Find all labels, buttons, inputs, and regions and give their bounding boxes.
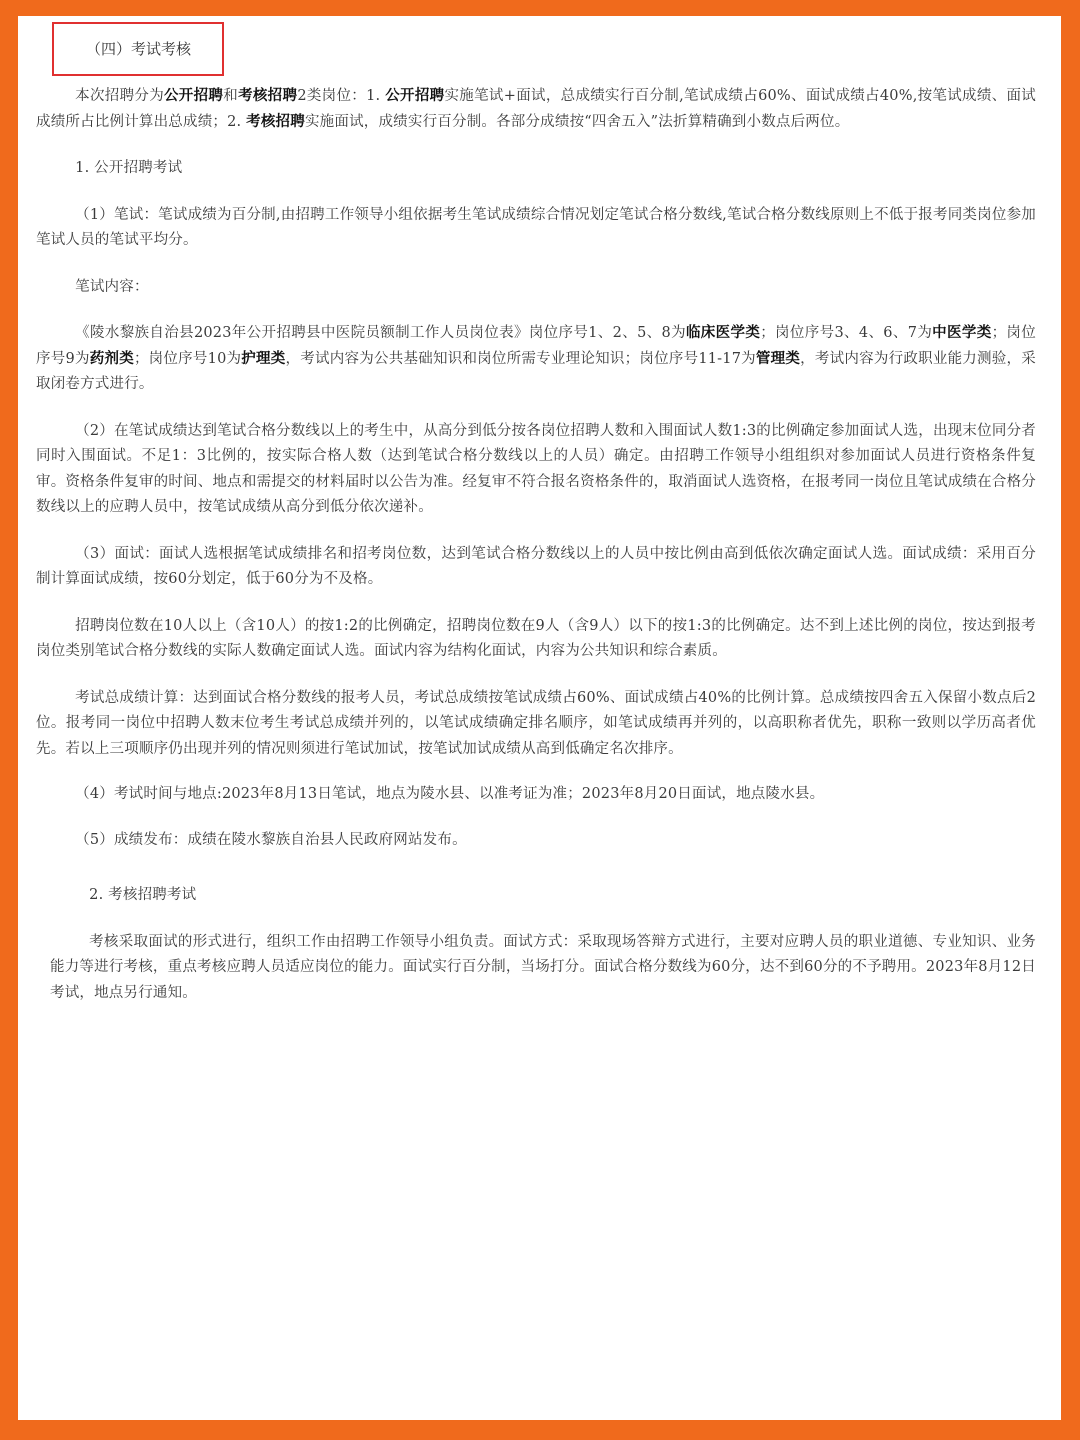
ratio-paragraph: 招聘岗位数在10人以上（含10人）的按1:2的比例确定，招聘岗位数在9人（含9人）以下的按1:3的比例确定。达不到上述比例的岗位，按达到报考岗位类别笔试合格分数线的实际人数确定面试人选。面试内容为结构化面试，内容为公共知识和综合素质。 [36,617,1036,659]
publish-paragraph: （5）成绩发布：成绩在陵水黎族自治县人民政府网站发布。 [75,831,467,848]
section1-title: 1. 公开招聘考试 [75,160,183,176]
content-bold: 中医学类 [932,325,992,341]
total-score-paragraph: 考试总成绩计算：达到面试合格分数线的报考人员，考试总成绩按笔试成绩占60%、面试成绩占40%的比例计算。总成绩按四舍五入保留小数点后2位。报考同一岗位中招聘人数末位考生考试总成绩并列的，以笔试成绩确定排名顺序，如笔试成绩再并列的，以高职称者优先，职称一致则以学历高者优先。若以上三项顺序仍出现并列的情况则须进行笔试加试，按笔试加试成绩从高到低确定名次排序。 [36,689,1036,757]
intro-bold: 公开招聘 [164,88,224,104]
section2-title: 2. 考核招聘考试 [89,887,197,903]
intro-text: 2类岗位：1. [297,88,386,104]
intro-bold: 公开招聘 [385,88,445,104]
intro-text: 和 [223,88,239,104]
intro-bold: 考核招聘 [246,113,305,130]
intro-bold: 考核招聘 [238,88,298,104]
section-heading-boxed: （四）考试考核 [52,22,224,76]
content-bold: 临床医学类 [685,325,761,341]
written-content-label: 笔试内容： [75,278,149,295]
content-text: 《陵水黎族自治县2023年公开招聘县中医院员额制工作人员岗位表》岗位序号1、2、5、8为 [75,325,686,341]
content-text: ，考试内容为公共基础知识和岗位所需专业理论知识；岗位序号11-17为 [285,350,756,367]
content-bold: 药剂类 [89,350,134,367]
content-text: ；岗位序号10为 [133,350,242,367]
document-body [36,84,1036,1006]
intro-text: 本次招聘分为 [75,88,164,104]
written-exam-paragraph: （1）笔试：笔试成绩为百分制,由招聘工作领导小组依据考生笔试成绩综合情况划定笔试合格分数线,笔试合格分数线原则上不低于报考同类岗位参加笔试人员的笔试平均分。 [36,206,1036,248]
section2-paragraph: 考核采取面试的形式进行，组织工作由招聘工作领导小组负责。面试方式：采取现场答辩方式进行，主要对应聘人员的职业道德、专业知识、业务能力等进行考核，重点考核应聘人员适应岗位的能力。面试实行百分制，当场打分。面试合格分数线为60分，达不到60分的不予聘用。2023年8月12日考试，地点另行通知。 [50,933,1036,1001]
intro-paragraph [36,84,1036,135]
interview-paragraph: （3）面试：面试人选根据笔试成绩排名和招考岗位数，达到笔试合格分数线以上的人员中按比例由高到低依次确定面试人选。面试成绩：采用百分制计算面试成绩，按60分划定，低于60分为不及格。 [36,545,1036,587]
content-bold: 护理类 [241,350,286,367]
content-text: ，考试内容为行政职业能力测验，采取闭卷方式进行。 [36,350,1036,392]
intro-text: 实施面试，成绩实行百分制。各部分成绩按“四舍五入”法折算精确到小数点后两位。 [304,113,850,130]
content-bold: 管理类 [755,350,801,367]
content-text: ；岗位序号9为 [36,325,1036,367]
document-page [18,16,1061,1420]
content-text: ；岗位序号3、4、6、7为 [760,325,933,341]
written-content-paragraph [36,321,1036,398]
interview-selection-paragraph: （2）在笔试成绩达到笔试合格分数线以上的考生中，从高分到低分按各岗位招聘人数和入围面试人数1:3的比例确定参加面试人选，出现末位同分者同时入围面试。不足1：3比例的，按实际合格人数（达到笔试合格分数线以上的人员）确定。由招聘工作领导小组组织对参加面试人员进行资格条件复审。资格条件复审的时间、地点和需提交的材料届时以公告为准。经复审不符合报名资格条件的，取消面试人选资格，在报考同一岗位且笔试成绩在合格分数线以上的应聘人员中，按笔试成绩从高分到低分依次递补。 [36,422,1036,515]
time-place-paragraph: （4）考试时间与地点:2023年8月13日笔试，地点为陵水县、以准考证为准；2023年8月20日面试，地点陵水县。 [75,786,825,802]
intro-text: 实施笔试+面试，总成绩实行百分制,笔试成绩占60%、面试成绩占40%,按笔试成绩、面试成绩所占比例计算出总成绩；2. [36,88,1036,130]
